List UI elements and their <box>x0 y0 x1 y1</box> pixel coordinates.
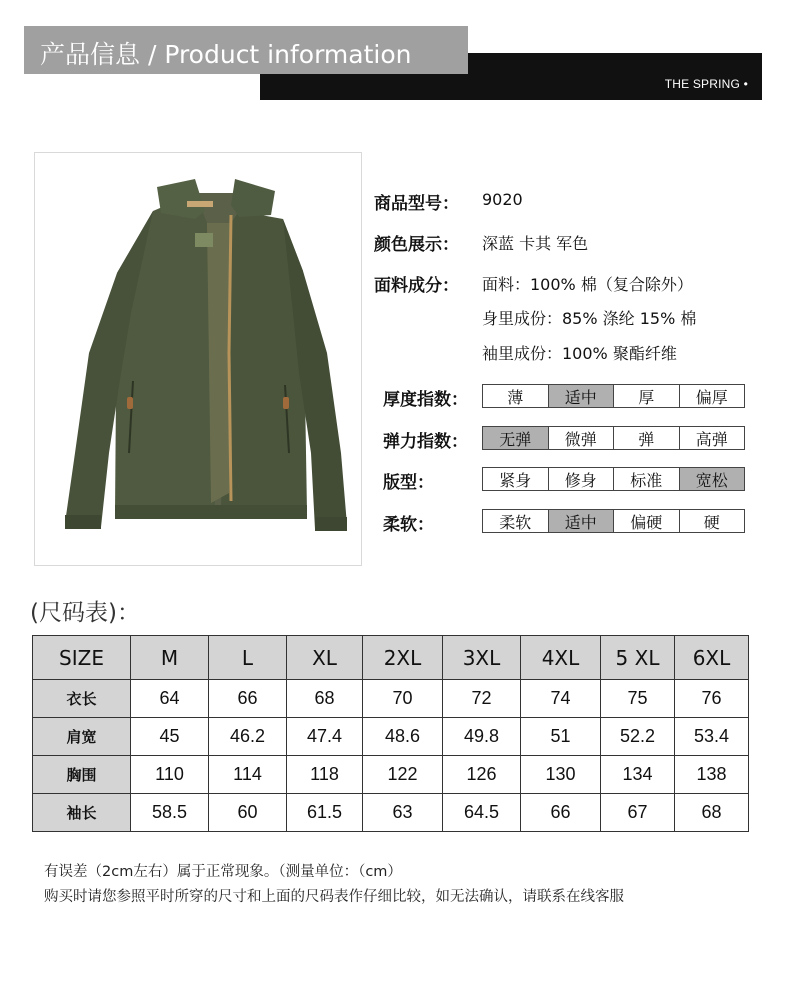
rating-label-fit: 版型： <box>383 473 434 493</box>
rating-option: 微弹 <box>549 427 615 449</box>
size-header-row <box>33 636 749 680</box>
size-header-cell: SIZE <box>33 636 131 680</box>
table-cell: 63 <box>363 794 443 832</box>
spec-label-model: 商品型号： <box>374 194 459 214</box>
rating-option: 紧身 <box>483 468 549 490</box>
rating-option: 高弹 <box>695 429 728 449</box>
spec-value-model: 9020 <box>482 190 523 209</box>
rating-label-thickness: 厚度指数： <box>383 390 468 410</box>
rating-label-elasticity: 弹力指数： <box>383 432 468 452</box>
size-chart-table <box>32 635 749 832</box>
measurement-note: 有误差（2cm左右）属于正常现象。（测量单位：（cm） <box>44 864 402 880</box>
rating-row-thickness <box>482 384 745 408</box>
row-label: 胸围 <box>33 756 131 794</box>
table-cell: 110 <box>131 756 209 794</box>
size-header-cell: L <box>209 636 287 680</box>
table-cell: 74 <box>521 680 601 718</box>
rating-option: 偏厚 <box>695 387 728 407</box>
table-cell: 64 <box>131 680 209 718</box>
spec-label-colors: 颜色展示： <box>374 235 459 255</box>
rating-option: 适中 <box>549 385 615 407</box>
table-cell: 76 <box>675 680 749 718</box>
table-cell: 64.5 <box>443 794 521 832</box>
table-cell: 68 <box>287 680 363 718</box>
rating-option: 标准 <box>614 468 680 490</box>
rating-row-elasticity <box>482 426 745 450</box>
spec-value-colors: 深蓝 卡其 军色 <box>482 234 589 253</box>
table-cell: 46.2 <box>209 718 287 756</box>
table-cell: 49.8 <box>443 718 521 756</box>
rating-option: 薄 <box>483 385 549 407</box>
table-cell: 66 <box>521 794 601 832</box>
table-cell: 67 <box>601 794 675 832</box>
table-cell: 60 <box>209 794 287 832</box>
table-row <box>33 794 749 832</box>
table-cell: 72 <box>443 680 521 718</box>
row-label: 袖长 <box>33 794 131 832</box>
jacket-illustration <box>35 153 362 566</box>
section-title: 产品信息 / Product information <box>40 40 412 69</box>
rating-row-fit <box>482 467 745 491</box>
size-header-cell: 2XL <box>363 636 443 680</box>
table-cell: 52.2 <box>601 718 675 756</box>
table-cell: 134 <box>601 756 675 794</box>
row-label: 肩宽 <box>33 718 131 756</box>
rating-option: 修身 <box>549 468 615 490</box>
rating-option: 厚 <box>614 385 680 407</box>
table-cell: 126 <box>443 756 521 794</box>
table-row <box>33 680 749 718</box>
size-header-cell: 3XL <box>443 636 521 680</box>
rating-option: 无弹 <box>483 427 549 449</box>
size-header-cell: 6XL <box>675 636 749 680</box>
table-cell: 61.5 <box>287 794 363 832</box>
table-cell: 45 <box>131 718 209 756</box>
size-header-cell: XL <box>287 636 363 680</box>
product-image <box>34 152 362 566</box>
size-chart-title: (尺码表)： <box>30 600 140 626</box>
rating-label-softness: 柔软： <box>383 515 434 535</box>
spec-value-sleeve-lining: 袖里成份：100% 聚酯纤维 <box>482 344 677 363</box>
table-row <box>33 756 749 794</box>
sizing-advice-note: 购买时请您参照平时所穿的尺寸和上面的尺码表作仔细比较，如无法确认，请联系在线客服 <box>44 889 624 905</box>
rating-option: 弹 <box>614 427 680 449</box>
size-header-cell: 4XL <box>521 636 601 680</box>
table-cell: 70 <box>363 680 443 718</box>
spec-label-fabric: 面料成分： <box>374 276 459 296</box>
table-cell: 66 <box>209 680 287 718</box>
table-cell: 53.4 <box>675 718 749 756</box>
brand-tagline: THE SPRING • <box>664 77 748 91</box>
rating-option: 适中 <box>549 510 615 532</box>
table-cell: 122 <box>363 756 443 794</box>
spec-value-body-lining: 身里成份：85% 涤纶 15% 棉 <box>482 309 697 328</box>
table-cell: 130 <box>521 756 601 794</box>
rating-option: 宽松 <box>680 468 745 490</box>
table-cell: 51 <box>521 718 601 756</box>
rating-row-softness <box>482 509 745 533</box>
table-row <box>33 718 749 756</box>
rating-option: 柔软 <box>483 510 549 532</box>
rating-option: 硬 <box>703 512 720 532</box>
table-cell: 48.6 <box>363 718 443 756</box>
table-cell: 138 <box>675 756 749 794</box>
size-header-cell: 5 XL <box>601 636 675 680</box>
table-cell: 47.4 <box>287 718 363 756</box>
row-label: 衣长 <box>33 680 131 718</box>
spec-value-fabric: 面料：100% 棉（复合除外） <box>482 275 693 294</box>
table-cell: 118 <box>287 756 363 794</box>
table-cell: 75 <box>601 680 675 718</box>
table-cell: 68 <box>675 794 749 832</box>
table-cell: 58.5 <box>131 794 209 832</box>
table-cell: 114 <box>209 756 287 794</box>
rating-option: 偏硬 <box>614 510 680 532</box>
size-header-cell: M <box>131 636 209 680</box>
